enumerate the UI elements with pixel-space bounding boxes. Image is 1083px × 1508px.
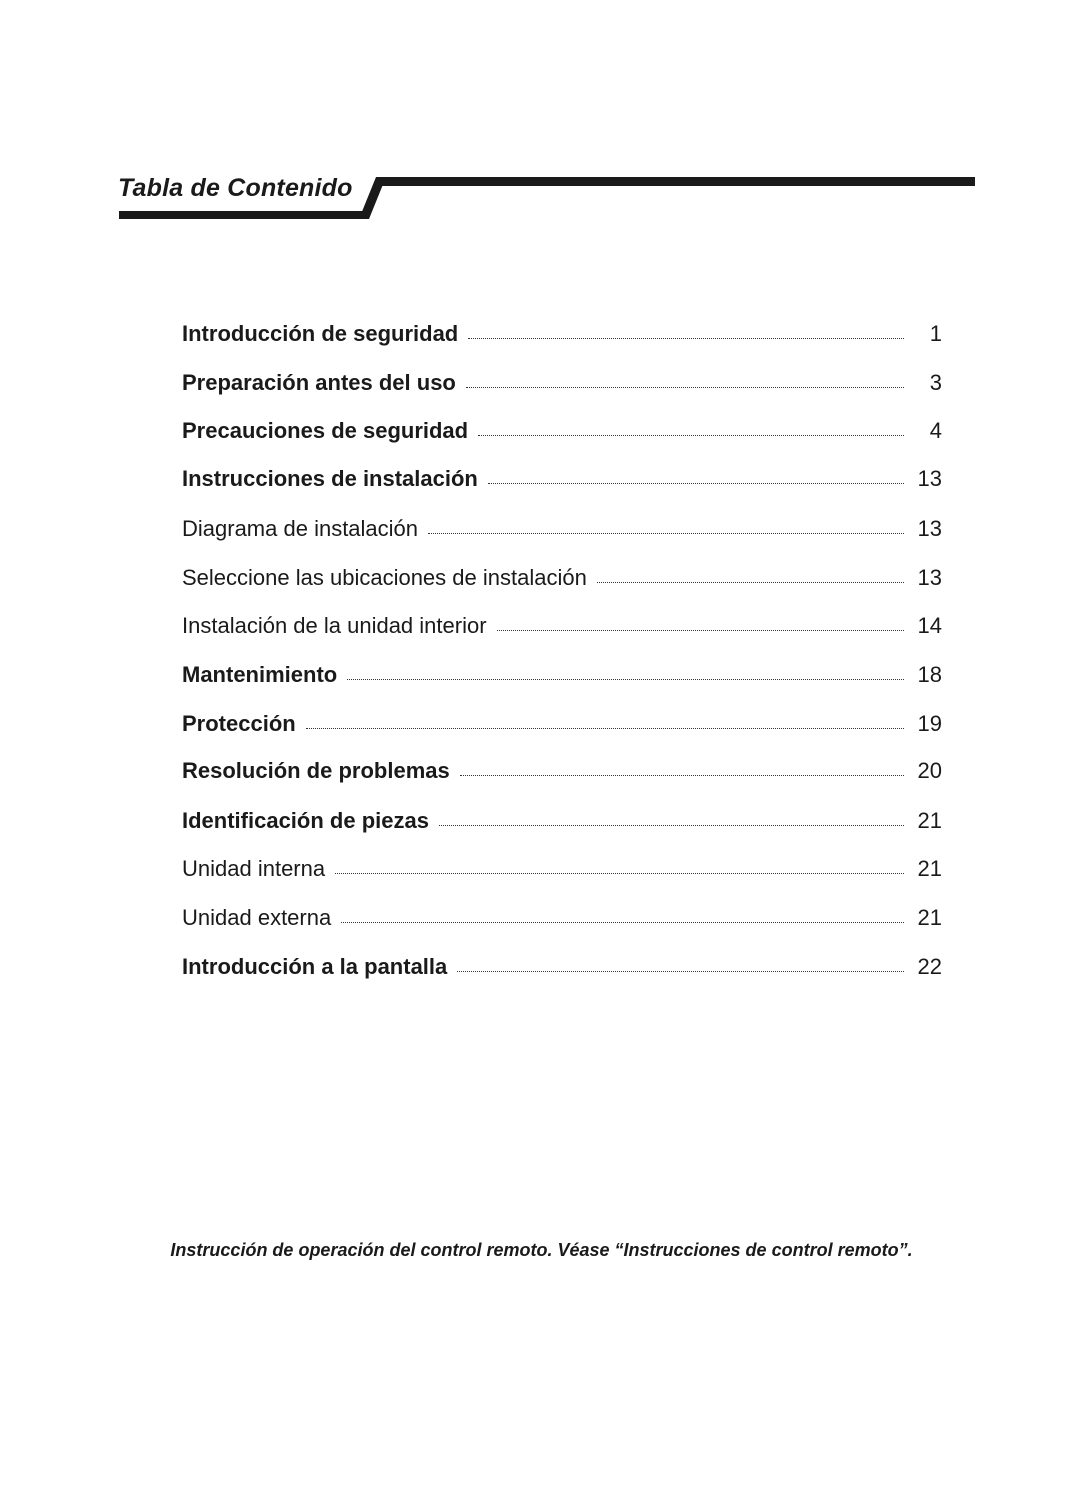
toc-entry-label: Precauciones de seguridad	[182, 418, 469, 443]
toc-entry	[182, 364, 942, 396]
toc-entry-label: Introducción a la pantalla	[182, 954, 448, 979]
toc-entry	[182, 559, 942, 591]
toc-entry-page: 21	[917, 808, 942, 833]
toc-entry	[182, 315, 942, 347]
toc-entry-page: 13	[917, 466, 942, 491]
toc-leader-dots	[341, 922, 904, 923]
page-title: Tabla de Contenido	[118, 174, 353, 202]
toc-entry-label: Unidad interna	[182, 856, 326, 881]
toc-leader-dots	[488, 483, 904, 484]
toc-entry-label: Instrucciones de instalación	[182, 466, 478, 491]
toc-entry	[182, 607, 942, 639]
toc-entry-page: 13	[917, 565, 942, 590]
toc-leader-dots	[457, 971, 904, 972]
toc-entry-page: 3	[929, 370, 942, 395]
toc-entry-page: 18	[917, 662, 942, 687]
toc-leader-dots	[439, 825, 904, 826]
footer-note: Instrucción de operación del control remoto. Véase “Instrucciones de control remoto”.	[170, 1240, 913, 1260]
toc-leader-dots	[347, 679, 904, 680]
toc-entry-label: Resolución de problemas	[182, 758, 450, 783]
toc-entry	[182, 705, 942, 737]
toc-entry-label: Seleccione las ubicaciones de instalación	[182, 565, 587, 590]
toc-entry-label: Protección	[182, 711, 296, 736]
toc-entry-page: 1	[929, 321, 942, 346]
toc-leader-dots	[306, 728, 904, 729]
toc-entry-label: Instalación de la unidad interior	[182, 613, 487, 638]
toc-entry-page: 19	[917, 711, 942, 736]
toc-entry-label: Identificación de piezas	[182, 808, 429, 833]
toc-leader-dots	[597, 582, 904, 583]
toc-header	[0, 0, 1083, 240]
toc-entry-label: Introducción de seguridad	[182, 321, 459, 346]
toc-leader-dots	[468, 338, 904, 339]
toc-entry-page: 22	[917, 954, 942, 979]
toc-entry-page: 21	[917, 856, 942, 881]
toc-entry-label: Diagrama de instalación	[182, 516, 419, 541]
toc-entry	[182, 948, 942, 980]
toc-leader-dots	[497, 630, 904, 631]
toc-entry	[182, 899, 942, 931]
toc-entry	[182, 850, 942, 882]
toc-leader-dots	[428, 533, 904, 534]
toc-entry	[182, 460, 942, 492]
header-rule-graphic	[0, 0, 1083, 240]
toc-entry-label: Unidad externa	[182, 905, 332, 930]
toc-entry	[182, 510, 942, 542]
toc-leader-dots	[478, 435, 904, 436]
toc-entry-page: 13	[917, 516, 942, 541]
toc-leader-dots	[335, 873, 904, 874]
toc-leader-dots	[466, 387, 904, 388]
toc-leader-dots	[460, 775, 904, 776]
toc-entry	[182, 802, 942, 834]
toc-entry-page: 21	[917, 905, 942, 930]
toc-entry-page: 20	[917, 758, 942, 783]
toc-entry-label: Preparación antes del uso	[182, 370, 456, 395]
toc-entry	[182, 752, 942, 784]
toc-entry-page: 4	[929, 418, 942, 443]
toc-entry	[182, 656, 942, 688]
toc-entry	[182, 412, 942, 444]
toc-entry-page: 14	[917, 613, 942, 638]
toc-entry-label: Mantenimiento	[182, 662, 338, 687]
